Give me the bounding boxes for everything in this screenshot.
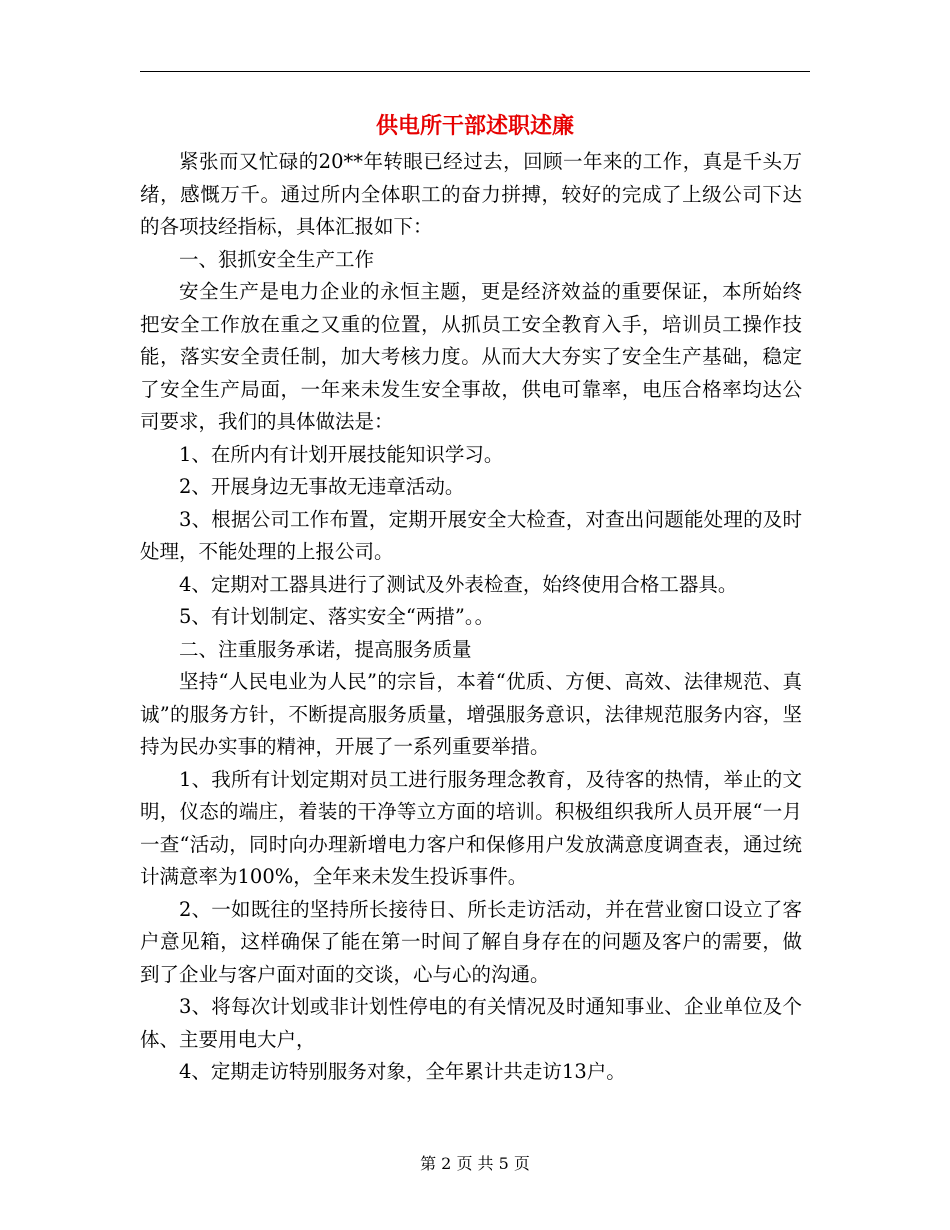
page-footer: 第 2 页 共 5 页 [420, 1154, 530, 1173]
list-item: 4、定期走访特别服务对象，全年累计共走访13户。 [179, 1060, 626, 1083]
paragraph-intro: 紧张而又忙碌的20**年转眼已经过去，回顾一年来的工作，真是千头万绪，感慨万千。通过所内全体职工的奋力拼搏，较好的完成了上级公司下达的各项技经指标，具体汇报如下： [140, 150, 802, 238]
page-title: 供电所干部述职述廉 [375, 113, 574, 139]
list-item: 2、开展身边无事故无违章活动。 [179, 475, 465, 498]
list-item: 4、定期对工器具进行了测试及外表检查，始终使用合格工器具。 [179, 572, 738, 596]
list-item: 5、有计划制定、落实安全“两措”。。 [179, 605, 495, 628]
list-item: 2、一如既往的坚持所长接待日、所长走访活动，并在营业窗口设立了客户意见箱，这样确保了能在第一时间了解自身存在的问题及客户的需要，做到了企业与客户面对面的交谈，心与心的沟通。 [140, 897, 802, 986]
list-item: 3、将每次计划或非计划性停电的有关情况及时通知事业、企业单位及个体、主要用电大户， [140, 995, 802, 1051]
document-body [140, 146, 802, 1089]
list-item: 1、我所有计划定期对员工进行服务理念教育，及待客的热情，举止的文明，仪态的端庄，着装的干净等立方面的培训。积极组织我所人员开展“一月一查“活动，同时向办理新增电力客户和保修用户发放满意度调查表，通过统计满意率为100%，全年来未发生投诉事件。 [140, 767, 802, 888]
header-rule [140, 71, 810, 72]
section-heading-1: 一、狠抓安全生产工作 [179, 247, 375, 271]
list-item: 1、在所内有计划开展技能知识学习。 [179, 442, 504, 466]
paragraph-safety: 安全生产是电力企业的永恒主题，更是经济效益的重要保证，本所始终把安全工作放在重之又重的位置，从抓员工安全教育入手，培训员工操作技能，落实安全责任制，加大考核力度。从而大大夯实了安全生产基础，稳定了安全生产局面，一年来未发生安全事故，供电可靠率，电压合格率均达公司要求，我们的具体做法是： [140, 280, 802, 433]
list-item: 3、根据公司工作布置，定期开展安全大检查，对查出问题能处理的及时处理，不能处理的上报公司。 [140, 507, 802, 563]
paragraph-service: 坚持“人民电业为人民”的宗旨，本着“优质、方便、高效、法律规范、真诚”的服务方针，不断提高服务质量，增强服务意识，法律规范服务内容，坚持为民办实事的精神，开展了一系列重要举措。 [140, 670, 802, 758]
section-heading-2: 二、注重服务承诺，提高服务质量 [179, 637, 472, 661]
